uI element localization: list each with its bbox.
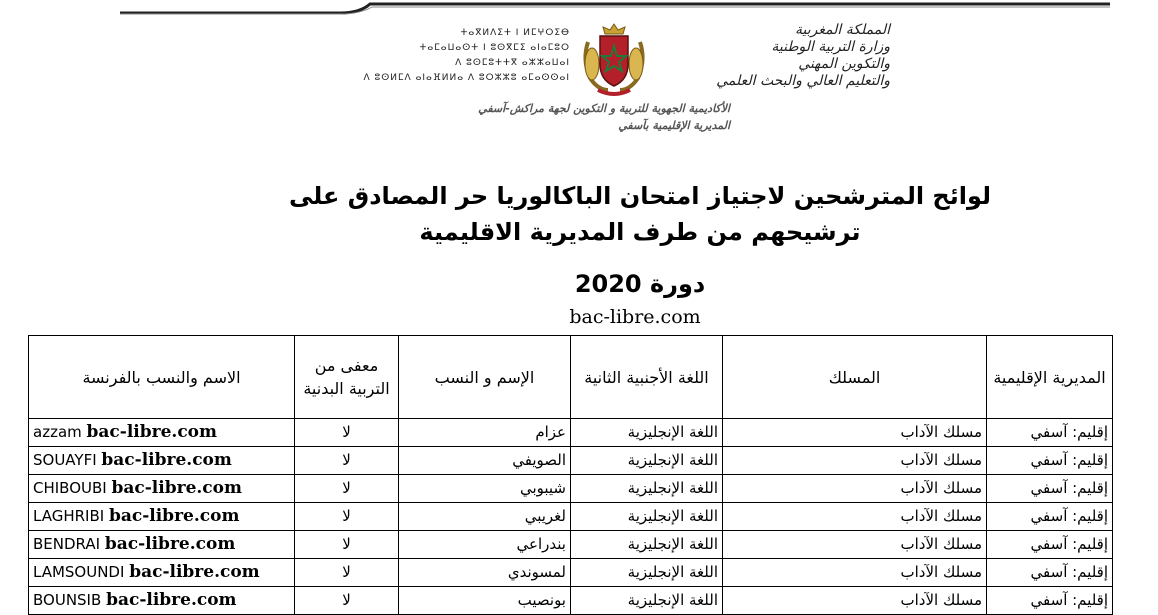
cell-track: مسلك الآداب	[723, 419, 987, 447]
table-row	[29, 447, 1113, 475]
cell-track: مسلك الآداب	[723, 559, 987, 587]
cell-pe-exempt: لا	[295, 587, 399, 615]
cell-pe-exempt: لا	[295, 475, 399, 503]
cell-pe-exempt: لا	[295, 447, 399, 475]
cell-directorate: إقليم: آسفي	[987, 587, 1113, 615]
cell-directorate: إقليم: آسفي	[987, 447, 1113, 475]
name-fr-text: LAGHRIBI	[33, 507, 105, 525]
cell-language: اللغة الإنجليزية	[571, 419, 723, 447]
cell-name-fr	[29, 559, 295, 587]
cell-name-fr	[29, 531, 295, 559]
cell-name-fr	[29, 419, 295, 447]
cell-pe-exempt: لا	[295, 559, 399, 587]
cell-pe-exempt: لا	[295, 503, 399, 531]
cell-language: اللغة الإنجليزية	[571, 587, 723, 615]
row-watermark: bac-libre.com	[111, 478, 242, 498]
name-fr-text: LAMSOUNDI	[33, 563, 125, 581]
academy-name: الأكاديمية الجهوية للتربية و التكوين لجهة مراكش-آسفي المديرية الإقليمية بآسفي	[478, 102, 730, 132]
cell-track: مسلك الآداب	[723, 447, 987, 475]
header-track: المسلك	[723, 336, 987, 419]
name-fr-text: BENDRAI	[33, 535, 101, 553]
table-row	[29, 475, 1113, 503]
cell-language: اللغة الإنجليزية	[571, 447, 723, 475]
cell-name-ar: شيبوبي	[399, 475, 571, 503]
cell-directorate: إقليم: آسفي	[987, 503, 1113, 531]
cell-name-ar: الصويفي	[399, 447, 571, 475]
row-watermark: bac-libre.com	[86, 422, 218, 442]
table-row	[29, 531, 1113, 559]
cell-name-ar: لغريبي	[399, 503, 571, 531]
header-pe-exempt: معفى من التربية البدنية	[295, 336, 399, 419]
ministry-name-arabic: المملكة المغربية وزارة التربية الوطنية والتكوين المهني والتعليم العالي والبحث العلمي	[716, 22, 890, 89]
cell-name-ar: عزام	[399, 419, 571, 447]
table-header-row	[29, 336, 1113, 419]
row-watermark: bac-libre.com	[104, 534, 236, 554]
cell-name-fr	[29, 447, 295, 475]
name-fr-text: BOUNSIB	[33, 591, 102, 609]
table-row	[29, 419, 1113, 447]
cell-directorate: إقليم: آسفي	[987, 531, 1113, 559]
cell-track: مسلك الآداب	[723, 587, 987, 615]
document-title: لوائح المترشحين لاجتياز امتحان الباكالوريا حر المصادق على ترشيحهم من طرف المديرية الاقليمية	[288, 182, 992, 246]
row-watermark: bac-libre.com	[106, 590, 237, 610]
table-row	[29, 587, 1113, 615]
cell-directorate: إقليم: آسفي	[987, 559, 1113, 587]
row-watermark: bac-libre.com	[108, 506, 240, 526]
cell-pe-exempt: لا	[295, 419, 399, 447]
cell-name-fr	[29, 503, 295, 531]
cell-language: اللغة الإنجليزية	[571, 559, 723, 587]
header-name-ar: الإسم و النسب	[399, 336, 571, 419]
table-row	[29, 503, 1113, 531]
cell-language: اللغة الإنجليزية	[571, 503, 723, 531]
cell-track: مسلك الآداب	[723, 531, 987, 559]
cell-name-ar: بونصيب	[399, 587, 571, 615]
cell-name-fr	[29, 587, 295, 615]
cell-language: اللغة الإنجليزية	[571, 475, 723, 503]
header-name-fr: الاسم والنسب بالفرنسة	[29, 336, 295, 419]
header-directorate: المديرية الإقليمية	[987, 336, 1113, 419]
header-decorative-band	[0, 0, 1158, 18]
cell-track: مسلك الآداب	[723, 503, 987, 531]
cell-pe-exempt: لا	[295, 531, 399, 559]
cell-directorate: إقليم: آسفي	[987, 475, 1113, 503]
ministry-name-tifinagh: ⵜⴰⴳⵍⴷⵉⵜ ⵏ ⵍⵎⵖⵔⵉⴱ ⵜⴰⵎⴰⵡⴰⵙⵜ ⵏ ⵓⵙⴳⵎⵉ ⴰⵏⴰⵎⵓⵔ ⴷ ⵓⵙⵎⵓⵜⵜⴳ ⴰⵣⵣⴰⵡⴰⵏ ⴷ ⵓⵙⵍⵎⴷ ⴰⵏⴰⴼⵍⵍⴰ ⴷ ⵓⵔⵣⵣⵓ ⴰⵎⴰⵙⵙⴰⵏ	[363, 28, 570, 83]
cell-track: مسلك الآداب	[723, 475, 987, 503]
cell-language: اللغة الإنجليزية	[571, 531, 723, 559]
watermark-link: bac-libre.com	[569, 306, 701, 328]
row-watermark: bac-libre.com	[101, 450, 232, 470]
header-language: اللغة الأجنبية الثانية	[571, 336, 723, 419]
cell-directorate: إقليم: آسفي	[987, 419, 1113, 447]
session-label: دورة 2020	[574, 270, 706, 298]
kingdom-emblem-icon	[578, 20, 650, 98]
cell-name-fr	[29, 475, 295, 503]
candidates-table	[28, 335, 1113, 615]
cell-name-ar: بندراعي	[399, 531, 571, 559]
name-fr-text: CHIBOUBI	[33, 479, 107, 497]
row-watermark: bac-libre.com	[129, 562, 260, 582]
name-fr-text: azzam	[33, 423, 82, 441]
table-row	[29, 559, 1113, 587]
name-fr-text: SOUAYFI	[33, 451, 97, 469]
cell-name-ar: لمسوندي	[399, 559, 571, 587]
